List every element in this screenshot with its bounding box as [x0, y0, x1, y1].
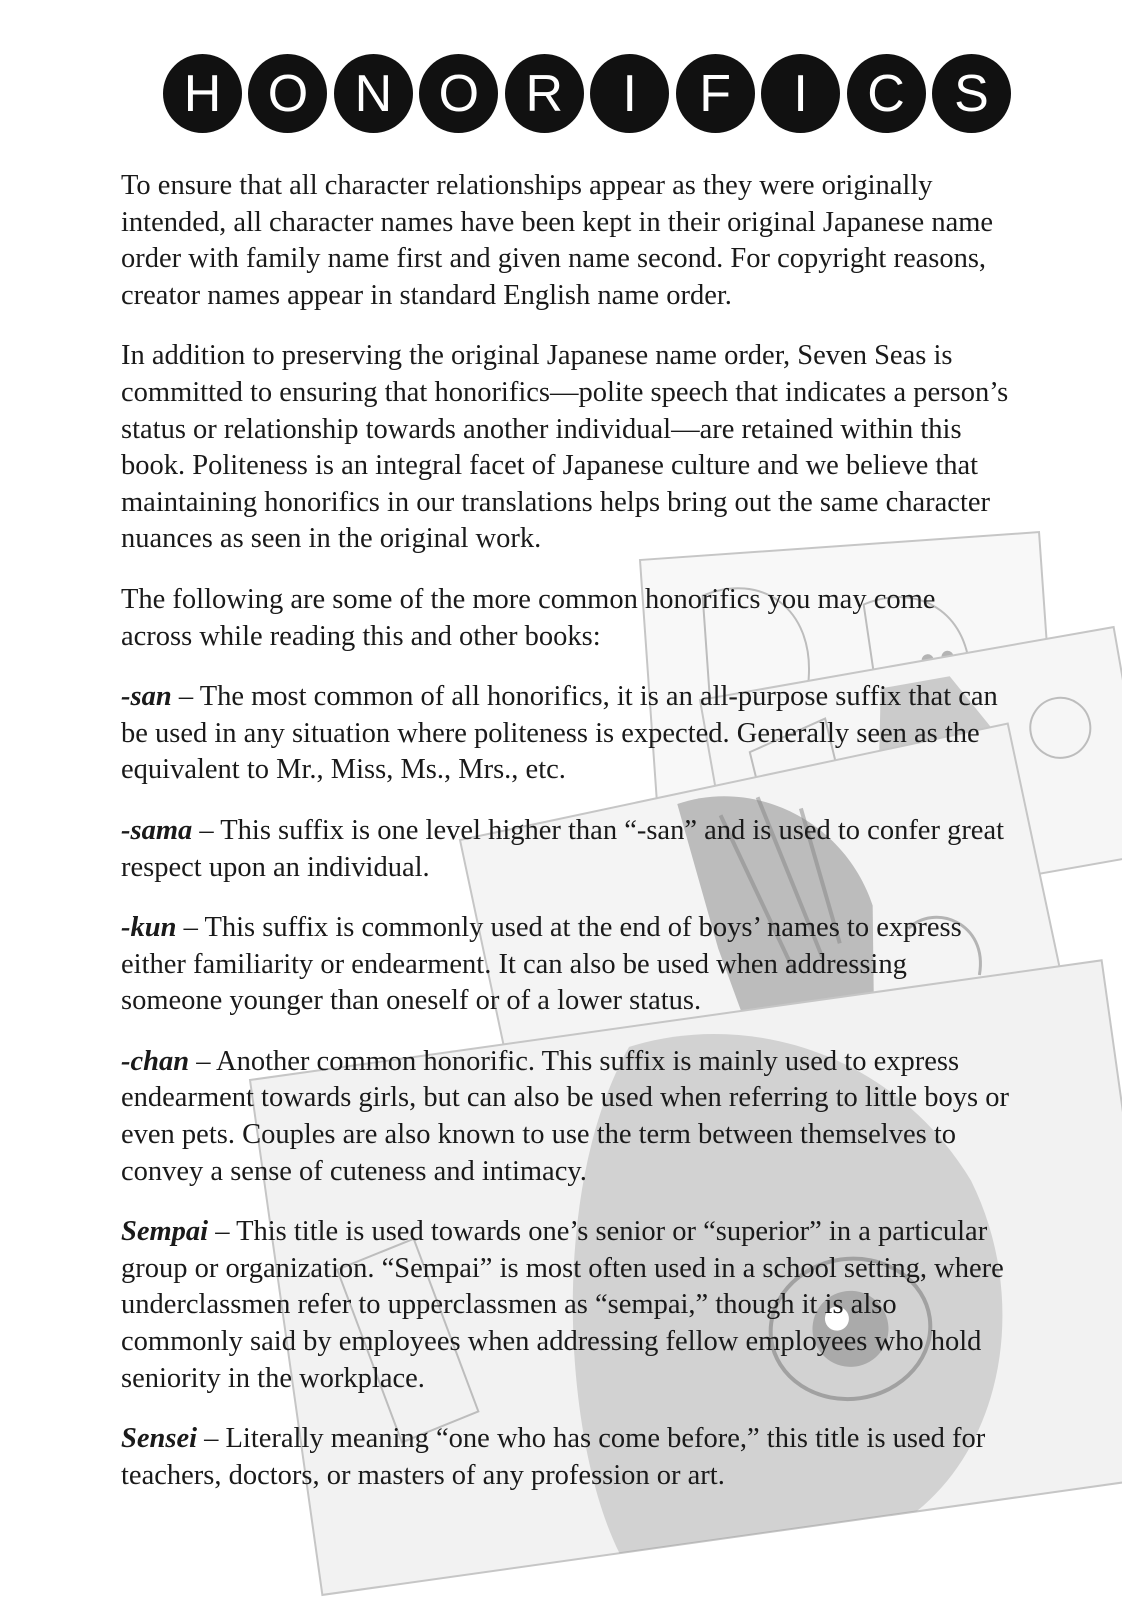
honorific-term: Sensei	[121, 1423, 198, 1455]
honorific-definition: The most common of all honorifics, it is an all-purpose suffix that can be used in any situation where politeness is expected. Generally seen as the equivalent to Mr., Miss, Ms., Mrs., etc.	[121, 681, 998, 786]
intro-paragraph: The following are some of the more common honorifics you may come across while reading this and other books:	[121, 583, 936, 652]
title-letter: F	[676, 54, 755, 133]
honorific-definition: This suffix is commonly used at the end of boys’ names to express either familiarity or endearment. It can also be used when addressing someone younger than oneself or of a lower status.	[121, 912, 962, 1017]
title-letter: C	[847, 54, 926, 133]
honorific-term: -chan	[121, 1045, 190, 1077]
title-letter: I	[761, 54, 840, 133]
honorific-entry-san	[121, 679, 1011, 789]
honorific-entry-sensei	[121, 1421, 1011, 1494]
honorific-entry-kun	[121, 910, 1011, 1020]
honorific-term: -sama	[121, 814, 193, 846]
title-letter: S	[932, 54, 1011, 133]
honorific-definition: Another common honorific. This suffix is mainly used to express endearment towards girls, but can also be used when referring to little boys or even pets. Couples are also known to use the term between themselves to convey a sense of cuteness and intimacy.	[121, 1045, 1009, 1187]
term-separator: –	[171, 681, 200, 713]
honorifics-text	[121, 168, 1011, 1518]
title-letter: O	[419, 54, 498, 133]
title-letter: N	[334, 54, 413, 133]
honorific-term: Sempai	[121, 1216, 209, 1248]
intro-paragraph: To ensure that all character relationships appear as they were originally intended, all character names have been kept in their original Japanese name order with family name first and given name second. For copyright reasons, creator names appear in standard English name order.	[121, 170, 994, 311]
honorific-entry-sama	[121, 813, 1011, 886]
title-letter: R	[505, 54, 584, 133]
term-separator: –	[197, 1423, 226, 1455]
term-separator: –	[176, 912, 205, 944]
honorific-entry-sempai	[121, 1214, 1011, 1397]
title-letter: O	[248, 54, 327, 133]
term-separator: –	[208, 1216, 237, 1248]
term-separator: –	[192, 814, 221, 846]
term-separator: –	[189, 1045, 217, 1077]
title-letter: H	[163, 54, 242, 133]
honorific-definition: This title is used towards one’s senior or “superior” in a particular group or organization. “Sempai” is most often used in a school setting, where underclassmen refer to upperclassmen as “sempai,” though it is also commonly said by employees when addressing fellow employees who hold seniority in the workplace.	[121, 1216, 1004, 1394]
page-title	[163, 54, 1011, 134]
honorific-term: -kun	[121, 912, 177, 944]
honorific-definition: This suffix is one level higher than “-san” and is used to confer great respect upon an individual.	[121, 814, 1005, 883]
honorific-definition: Literally meaning “one who has come before,” this title is used for teachers, doctors, or masters of any profession or art.	[121, 1423, 986, 1491]
title-letter: I	[590, 54, 669, 133]
honorific-entry-chan	[121, 1044, 1011, 1190]
intro-paragraph: In addition to preserving the original Japanese name order, Seven Seas is committed to ensuring that honorifics—polite speech that indicates a person’s status or relationship towards another individual—are retained within this book. Politeness is an integral facet of Japanese culture and we believe that maintaining honorifics in our translations helps bring out the same character nuances as seen in the original work.	[121, 340, 1009, 555]
honorific-term: -san	[121, 681, 172, 713]
